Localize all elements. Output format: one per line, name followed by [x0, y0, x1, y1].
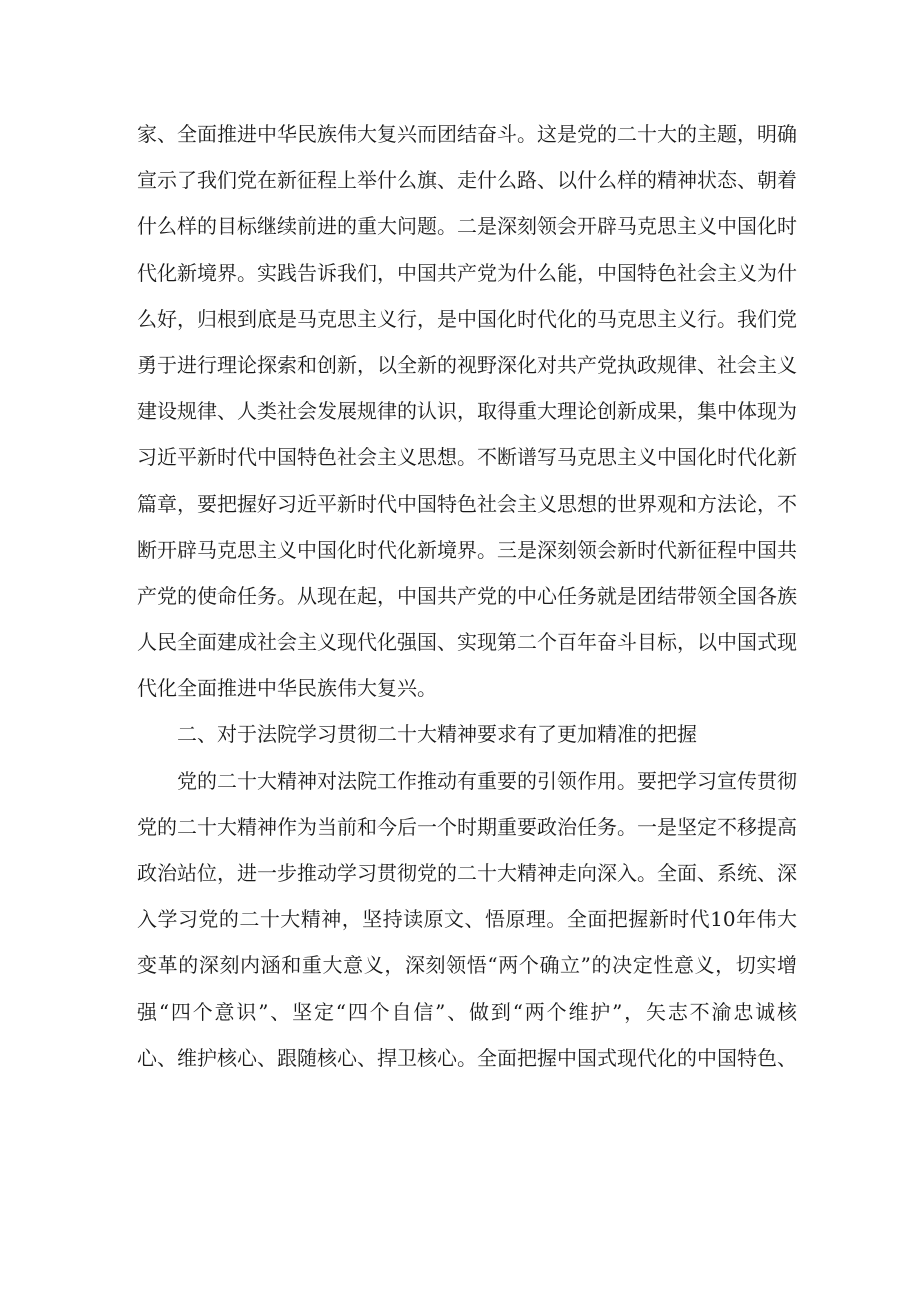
paragraph-2 — [137, 758, 797, 1081]
text-line: 什么样的目标继续前进的重大问题。二是深刻领会开辟马克思主义中国化时 — [137, 214, 797, 239]
text-line: 心、维护核心、跟随核心、捍卫核心。全面把握中国式现代化的中国特色、 — [137, 1045, 797, 1070]
text-line: 代化全面推进中华民族伟大复兴。 — [137, 676, 437, 701]
text-line: 人民全面建成社会主义现代化强国、实现第二个百年奋斗目标，以中国式现 — [137, 630, 797, 655]
text-line: 党的二十大精神对法院工作推动有重要的引领作用。要把学习宣传贯彻 — [177, 768, 797, 793]
text-line: 党的二十大精神作为当前和今后一个时期重要政治任务。一是坚定不移提高 — [137, 814, 797, 839]
text-line: 习近平新时代中国特色社会主义思想。不断谱写马克思主义中国化时代化新 — [137, 445, 797, 470]
text-line: 强“四个意识”、坚定“四个自信”、做到“两个维护”，矢志不渝忠诚核 — [137, 999, 797, 1024]
text-line: 政治站位，进一步推动学习贯彻党的二十大精神走向深入。全面、系统、深 — [137, 861, 797, 885]
text-line: 篇章，要把握好习近平新时代中国特色社会主义思想的世界观和方法论，不 — [137, 491, 797, 516]
section-heading — [137, 711, 797, 757]
paragraph-1 — [137, 111, 797, 711]
text-line: 代化新境界。实践告诉我们，中国共产党为什么能，中国特色社会主义为什 — [137, 260, 797, 285]
text-line: 入学习党的二十大精神，坚持读原文、悟原理。全面把握新时代10年伟大 — [137, 907, 797, 932]
text-line: 家、全面推进中华民族伟大复兴而团结奋斗。这是党的二十大的主题，明确 — [137, 122, 797, 146]
text-line: 宣示了我们党在新征程上举什么旗、走什么路、以什么样的精神状态、朝着 — [137, 168, 797, 193]
text-line: 变革的深刻内涵和重大意义，深刻领悟“两个确立”的决定性意义，切实增 — [137, 953, 797, 978]
text-line: 勇于进行理论探索和创新，以全新的视野深化对共产党执政规律、社会主义 — [137, 352, 797, 377]
text-line: 断开辟马克思主义中国化时代化新境界。三是深刻领会新时代新征程中国共 — [137, 537, 797, 562]
text-line: 么好，归根到底是马克思主义行，是中国化时代化的马克思主义行。我们党 — [137, 306, 797, 331]
heading-line: 二、对于法院学习贯彻二十大精神要求有了更加精准的把握 — [177, 722, 697, 747]
document-body — [137, 111, 797, 1081]
text-line: 建设规律、人类社会发展规律的认识，取得重大理论创新成果，集中体现为 — [137, 399, 797, 424]
text-line: 产党的使命任务。从现在起，中国共产党的中心任务就是团结带领全国各族 — [137, 583, 797, 608]
